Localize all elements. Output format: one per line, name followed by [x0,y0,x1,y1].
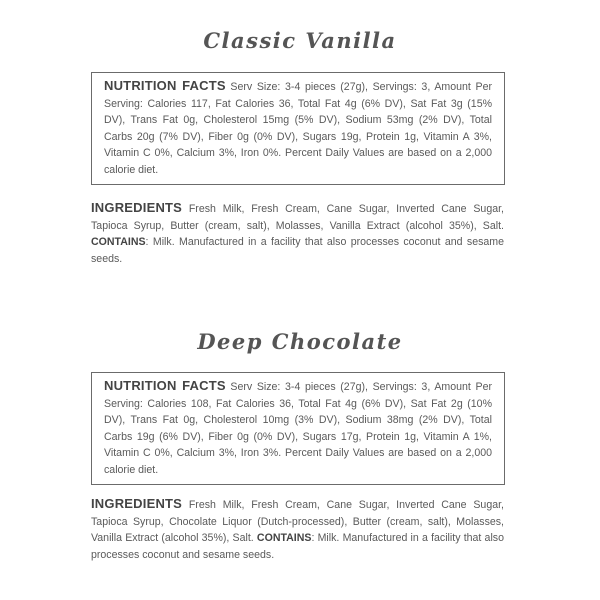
product-title-deep-chocolate: Deep Chocolate [197,329,403,354]
nutrition-facts-text: Serv Size: 3-4 pieces (27g), Servings: 3, Amount Per Serving: Calories 117, Fat Calories 36, Total Fat 4g (6% DV), Sat Fat 3g (15% DV), Trans Fat 0g, Cholesterol 15mg (5% DV), Sodium 53mg (2% DV), Total Carbs 20g (7% DV), Fiber 0g (0% DV), Sugars 19g, Protein 1g, Vitamin A 3%, Vitamin C 0%, Calcium 3%, Iron 0%. Percent Daily Values are based on a 2,000 calorie diet. [104,81,492,176]
contains-label: CONTAINS [256,532,312,544]
contains-label: CONTAINS [91,236,146,248]
nutrition-facts-heading: NUTRITION FACTS [104,78,226,93]
ingredients-heading: INGREDIENTS [91,496,183,511]
product-title-classic-vanilla: Classic Vanilla [203,28,397,53]
ingredients-text: Fresh Milk, Fresh Cream, Cane Sugar, Inverted Cane Sugar, Tapioca Syrup, Chocolate Liquor (Dutch-processed), Butter (cream, salt), Molasses, Vanilla Extract (alcohol 35%), Salt. [91,499,504,544]
ingredients-heading: INGREDIENTS [91,200,183,215]
nutrition-facts-heading: NUTRITION FACTS [104,378,226,393]
ingredients-text: Fresh Milk, Fresh Cream, Cane Sugar, Inverted Cane Sugar, Tapioca Syrup, Butter (cream, salt), Molasses, Vanilla Extract (alcohol 35%), Salt. [91,203,504,232]
nutrition-facts-box-deep-chocolate [91,372,505,485]
contains-text: : Milk. Manufactured in a facility that also processes coconut and sesame seeds. [91,236,504,265]
contains-text: : Milk. Manufactured in a facility that also processes coconut and sesame seeds. [91,532,504,561]
ingredients-deep-chocolate [91,496,504,563]
ingredients-classic-vanilla [91,200,504,267]
nutrition-facts-box-classic-vanilla [91,72,505,185]
nutrition-facts-text: Serv Size: 3-4 pieces (27g), Servings: 3, Amount Per Serving: Calories 108, Fat Calories 36, Total Fat 4g (6% DV), Sat Fat 2g (10% DV), Trans Fat 0g, Cholesterol 10mg (3% DV), Sodium 38mg (2% DV), Total Carbs 19g (6% DV), Fiber 0g (0% DV), Sugars 17g, Protein 1g, Vitamin A 1%, Vitamin C 0%, Calcium 3%, Iron 3%. Percent Daily Values are based on a 2,000 calorie diet. [104,381,492,476]
